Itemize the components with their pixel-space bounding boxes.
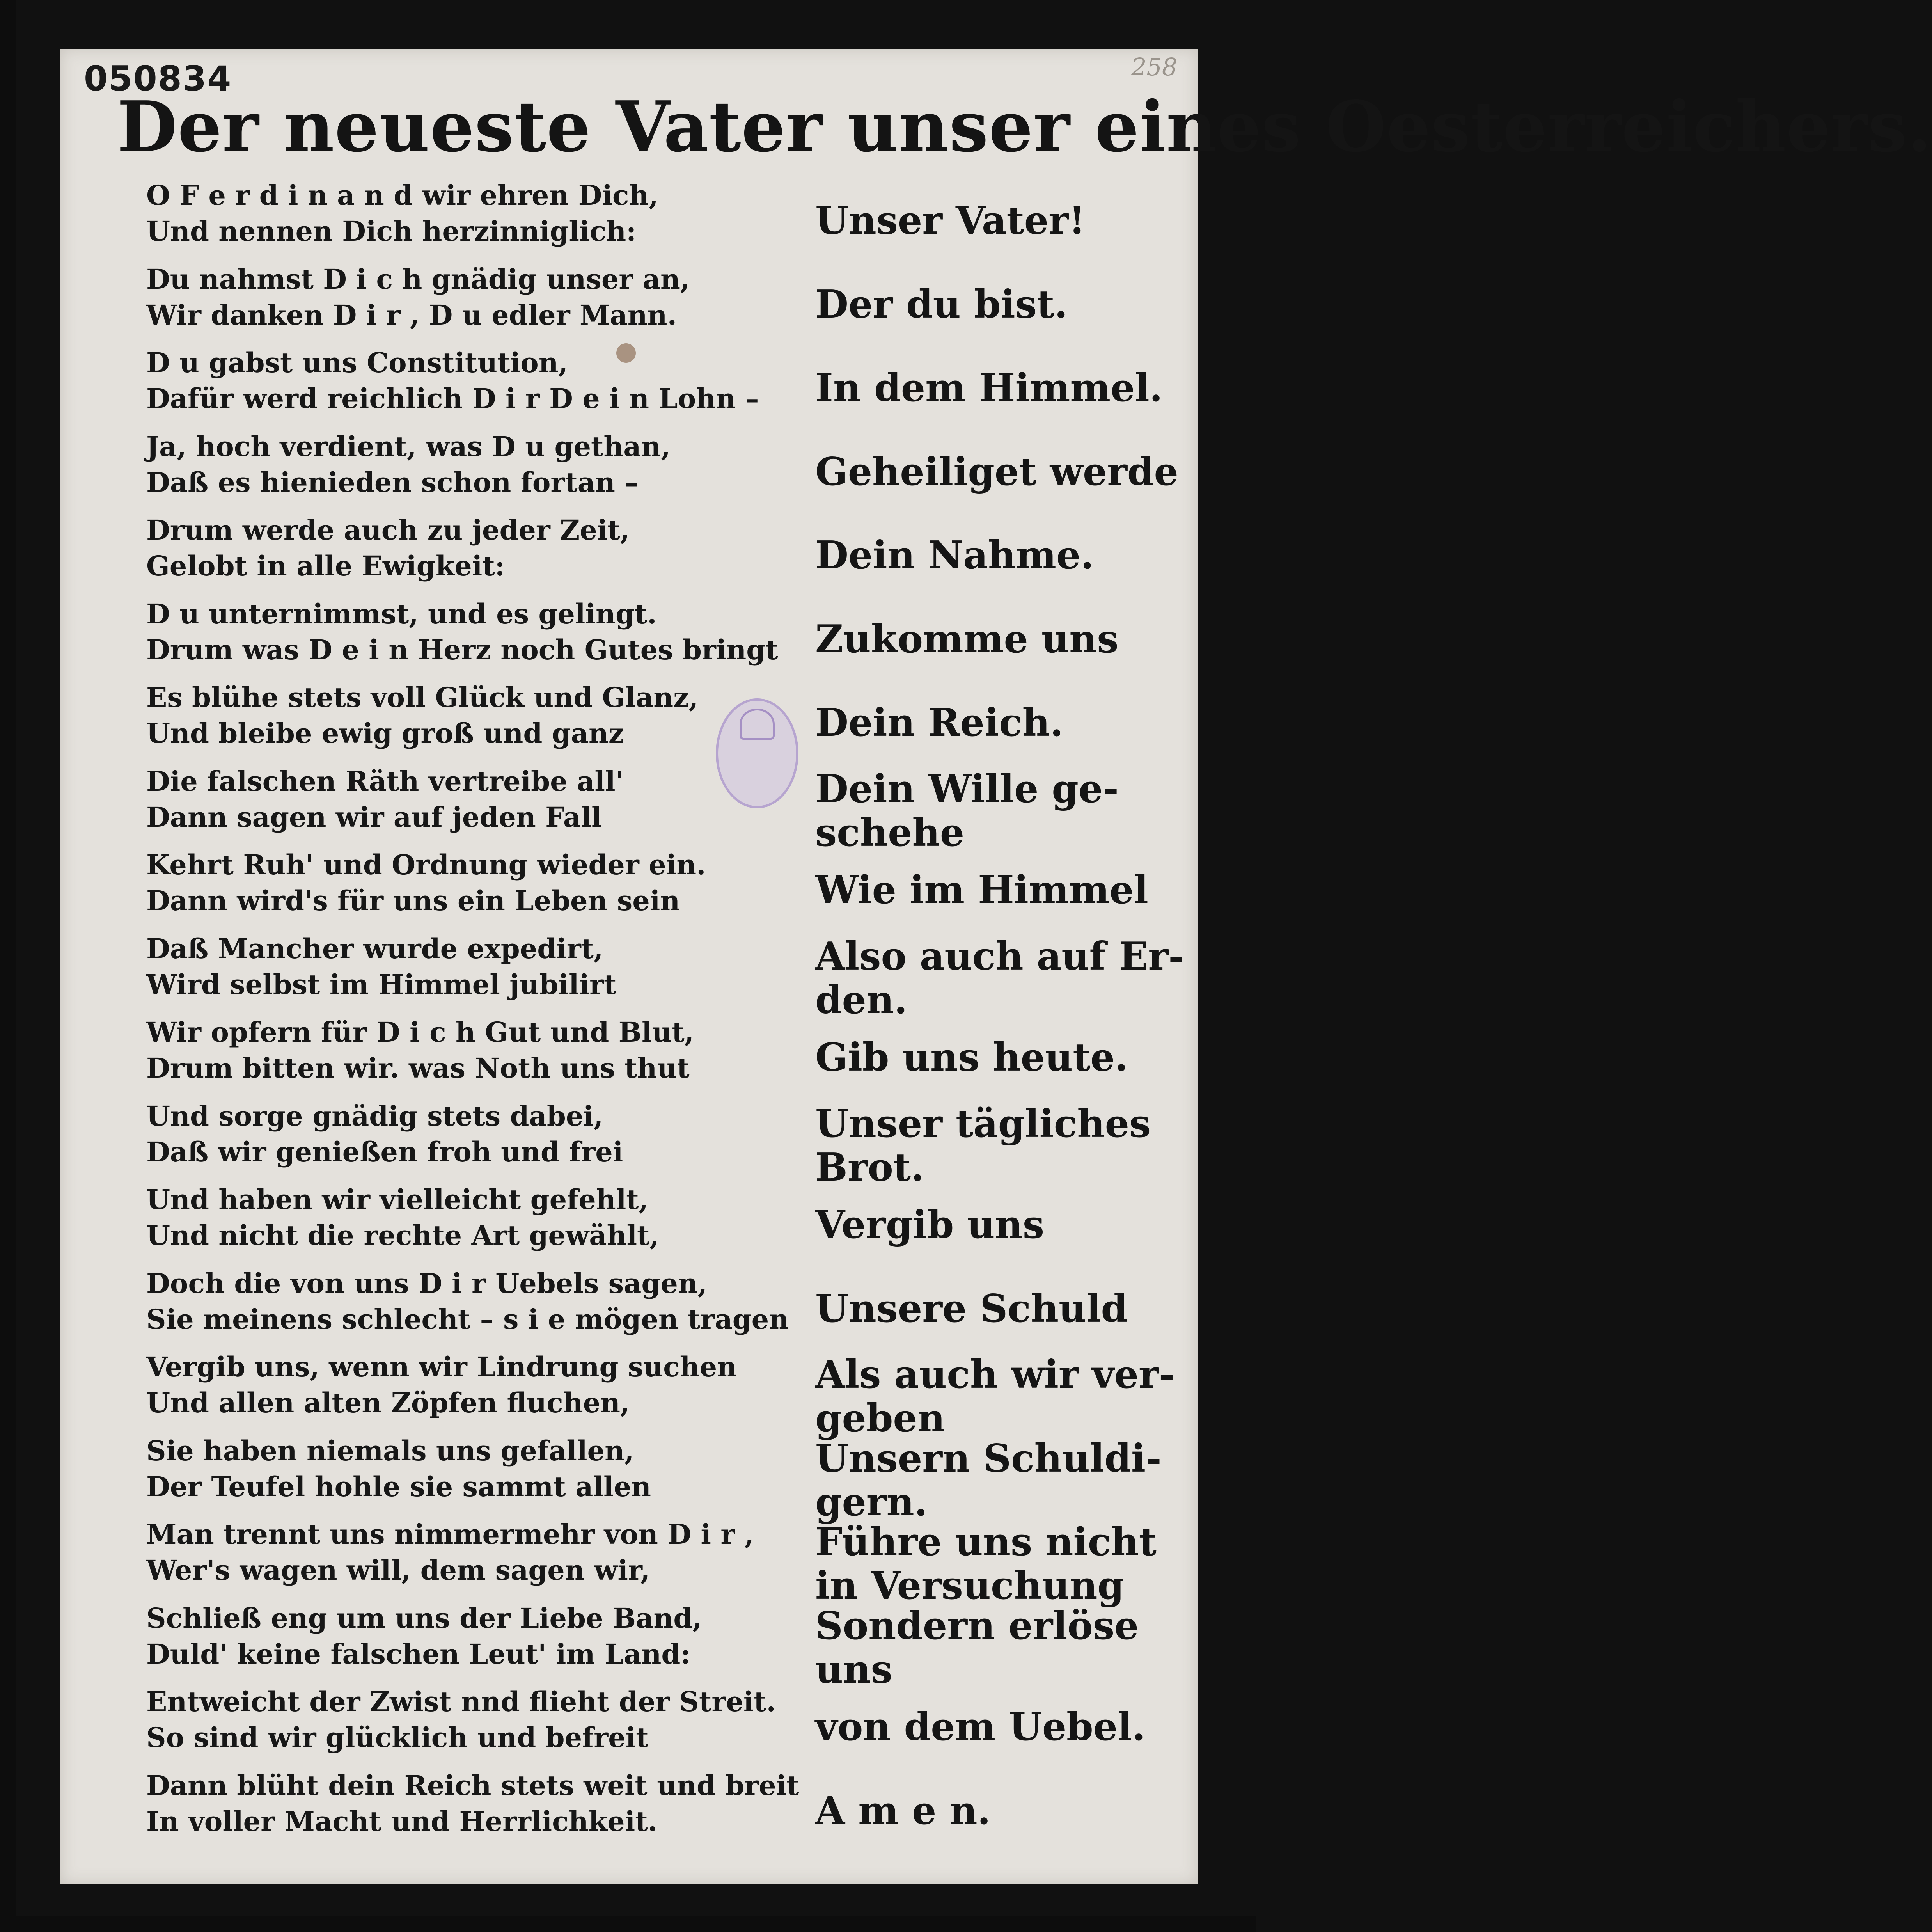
scale-bar-left: [0, 0, 16, 1932]
stanza: [146, 1182, 825, 1254]
stanza: [146, 1014, 825, 1086]
stanza: [146, 1516, 825, 1588]
stanza-line: Kehrt Ruh' und Ordnung wieder ein.: [146, 849, 706, 881]
prayer-response-line: Also auch auf Er-: [815, 934, 1184, 979]
prayer-response-line: A m e n.: [815, 1788, 991, 1833]
prayer-response: [815, 1789, 1143, 1833]
catalog-number: 050834: [84, 59, 232, 99]
stanza-line: In voller Macht und Herrlichkeit.: [146, 1805, 657, 1838]
prayer-response-line: Unser tägliches: [815, 1101, 1151, 1146]
prayer-response-line: von dem Uebel.: [815, 1705, 1146, 1749]
stanza-line: Dafür werd reichlich D i r D e i n Lohn –: [146, 382, 759, 415]
stanza-line: Doch die von uns D i r Uebels sagen,: [146, 1267, 708, 1300]
prayer-response: [815, 1604, 1143, 1692]
prayer-response-line: Dein Nahme.: [815, 533, 1094, 578]
stanza-line: So sind wir glücklich und befreit: [146, 1721, 649, 1754]
stanza: [146, 1684, 825, 1756]
stanza-line: Und bleibe ewig groß und ganz: [146, 717, 624, 749]
stanza-line: Daß Mancher wurde expedirt,: [146, 932, 603, 965]
scale-bar-bottom: [0, 1916, 1256, 1932]
stanza: [146, 1266, 825, 1337]
prayer-response-line: Unsere Schuld: [815, 1286, 1128, 1331]
stanza-line: Und nennen Dich herzinniglich:: [146, 215, 636, 247]
stanza-line: Entweicht der Zwist nnd flieht der Streit.: [146, 1685, 776, 1718]
stanza-line: Und haben wir vielleicht gefehlt,: [146, 1183, 649, 1216]
stanza-line: Die falschen Räth vertreibe all': [146, 765, 624, 797]
prayer-response: [815, 1203, 1143, 1247]
stanza: [146, 1600, 825, 1672]
prayer-response: [815, 1036, 1143, 1080]
stanza-line: Gelobt in alle Ewigkeit:: [146, 550, 505, 582]
stanza-line: Schließ eng um uns der Liebe Band,: [146, 1602, 702, 1634]
prayer-response-line: Geheiliget werde: [815, 449, 1178, 494]
page-title: Der neueste Vater unser eines Oesterreichers.: [117, 86, 1932, 167]
stanza-line: Und sorge gnädig stets dabei,: [146, 1099, 603, 1132]
stanza-line: Wer's wagen will, dem sagen wir,: [146, 1554, 650, 1586]
prayer-response-line: Gib uns heute.: [815, 1035, 1128, 1080]
stanza-line: Dann wird's für uns ein Leben sein: [146, 884, 680, 917]
stanza-line: Daß es hienieden schon fortan –: [146, 466, 639, 499]
prayer-response-line: Führe uns nicht: [815, 1520, 1157, 1564]
stanza: [146, 1349, 825, 1421]
stanza-line: Wir danken D i r , D u edler Mann.: [146, 298, 677, 331]
prayer-response: [815, 1287, 1143, 1331]
prayer-response: [815, 1436, 1162, 1525]
prayer-response: [815, 283, 1143, 327]
stanza: [146, 1433, 825, 1505]
prayer-response: [815, 366, 1163, 410]
prayer-response: [815, 534, 1143, 577]
prayer-response: [815, 1101, 1151, 1190]
stanza-line: Ja, hoch verdient, was D u gethan,: [146, 430, 671, 463]
stanza-line: Drum was D e i n Herz noch Gutes bringt: [146, 633, 778, 666]
prayer-response-line: den.: [815, 977, 908, 1023]
prayer-response-line: Zukomme uns: [815, 616, 1119, 662]
stanza-line: Drum bitten wir. was Noth uns thut: [146, 1052, 690, 1084]
prayer-response: [815, 1705, 1146, 1749]
stanza: [146, 1098, 825, 1170]
stanza: [146, 345, 825, 417]
prayer-response: [815, 1520, 1157, 1608]
prayer-response: [815, 199, 1143, 243]
stanza-line: Sie haben niemals uns gefallen,: [146, 1434, 634, 1467]
stanza: [146, 847, 825, 919]
prayer-response-line: Der du bist.: [815, 282, 1068, 327]
prayer-response-line: Dein Reich.: [815, 700, 1063, 745]
prayer-response-line: in Versuchung: [815, 1563, 1124, 1608]
prayer-response-line: gern.: [815, 1479, 928, 1525]
stanza-line: Du nahmst D i c h gnädig unser an,: [146, 263, 690, 295]
stanza: [146, 680, 825, 751]
stanza-line: Vergib uns, wenn wir Lindrung suchen: [146, 1351, 737, 1383]
prayer-response-line: Als auch wir ver-: [815, 1352, 1175, 1397]
stanza-line: D u gabst uns Constitution,: [146, 346, 568, 379]
stanza: [146, 596, 825, 668]
prayer-response-line: Dein Wille ge-: [815, 766, 1119, 812]
stanza-line: Daß wir genießen froh und frei: [146, 1135, 623, 1168]
prayer-response: [815, 934, 1184, 1023]
prayer-response-line: schehe: [815, 810, 965, 855]
stanza: [146, 261, 825, 333]
stanza-line: Dann sagen wir auf jeden Fall: [146, 801, 602, 833]
prayer-response-line: In dem Himmel.: [815, 366, 1163, 410]
stanza-line: Der Teufel hohle sie sammt allen: [146, 1470, 651, 1503]
prayer-response-line: uns: [815, 1647, 892, 1692]
prayer-response-line: Wie im Himmel: [815, 868, 1148, 913]
pencil-note: 258: [1131, 53, 1178, 81]
prayer-response-line: Brot.: [815, 1145, 924, 1190]
stanza-line: D u unternimmst, und es gelingt.: [146, 597, 657, 630]
stanza-line: Sie meinens schlecht – s i e mögen tragen: [146, 1303, 789, 1335]
prayer-response: [815, 701, 1143, 745]
prayer-response-line: Vergib uns: [815, 1202, 1045, 1247]
stanza: [146, 931, 825, 1003]
stanza-line: Es blühe stets voll Glück und Glanz,: [146, 681, 699, 714]
stanza-line: O F e r d i n a n d wir ehren Dich,: [146, 179, 658, 211]
stanza-line: Drum werde auch zu jeder Zeit,: [146, 514, 630, 546]
prayer-response-line: Unsern Schuldi-: [815, 1436, 1162, 1481]
prayer-response: [815, 1352, 1175, 1441]
prayer-response-line: geben: [815, 1396, 945, 1441]
stanza-line: Man trennt uns nimmermehr von D i r ,: [146, 1518, 754, 1550]
stanza-line: Duld' keine falschen Leut' im Land:: [146, 1637, 691, 1670]
prayer-response: [815, 868, 1148, 913]
stanza-line: Und allen alten Zöpfen fluchen,: [146, 1387, 630, 1419]
prayer-response: [815, 618, 1143, 661]
stanza: [146, 178, 825, 249]
prayer-response-line: Unser Vater!: [815, 198, 1086, 243]
prayer-response-line: Sondern erlöse: [815, 1603, 1139, 1648]
prayer-response: [815, 767, 1143, 855]
stanza: [146, 1768, 825, 1840]
stanza: [146, 429, 825, 501]
stanza: [146, 764, 825, 835]
stanza-line: Wird selbst im Himmel jubilirt: [146, 968, 617, 1001]
prayer-response: [815, 449, 1178, 494]
stanza-line: Und nicht die rechte Art gewählt,: [146, 1219, 659, 1252]
stanza: [146, 512, 825, 584]
stanza-line: Wir opfern für D i c h Gut und Blut,: [146, 1016, 694, 1048]
stanza-line: Dann blüht dein Reich stets weit und breit: [146, 1769, 799, 1802]
